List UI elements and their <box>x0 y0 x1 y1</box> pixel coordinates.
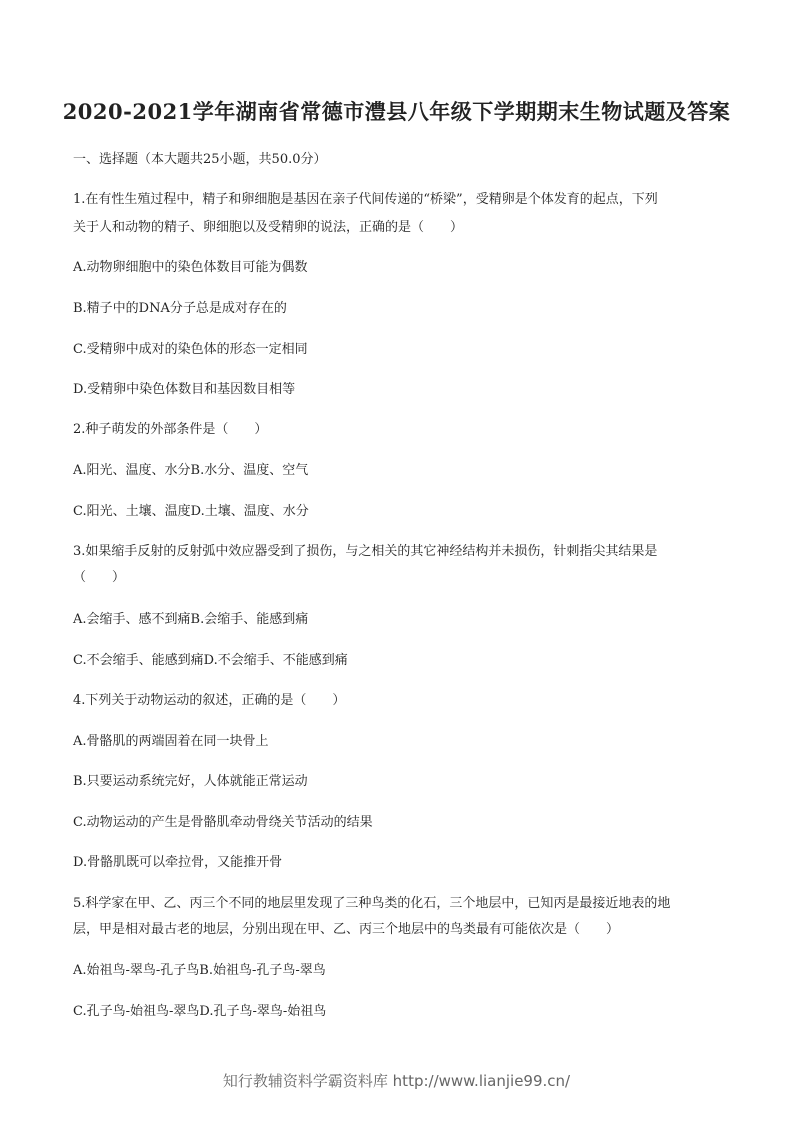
q2-options-cd: C.阳光、土壤、温度D.土壤、温度、水分 <box>73 504 309 519</box>
q4-option-d: D.骨骼肌既可以牵拉骨，又能推开骨 <box>73 855 283 870</box>
q4-stem: 4.下列关于动物运动的叙述，正确的是（ ） <box>73 693 346 708</box>
q3-options-cd: C.不会缩手、能感到痛D.不会缩手、不能感到痛 <box>73 653 348 668</box>
section-heading: 一、选择题（本大题共25小题，共50.0分） <box>73 152 327 167</box>
q3-stem-line1: 3.如果缩手反射的反射弧中效应器受到了损伤，与之相关的其它神经结构并未损伤，针刺指尖其结果是 <box>73 544 658 559</box>
q4-option-b: B.只要运动系统完好，人体就能正常运动 <box>73 774 308 789</box>
q5-stem-line2: 层，甲是相对最古老的地层，分别出现在甲、乙、丙三个地层中的鸟类最有可能依次是（ ） <box>73 922 620 937</box>
footer-watermark: 知行教辅资料学霸资料库 http://www.lianjie99.cn/ <box>222 1072 571 1090</box>
q2-stem: 2.种子萌发的外部条件是（ ） <box>73 422 268 437</box>
q4-option-c: C.动物运动的产生是骨骼肌牵动骨绕关节活动的结果 <box>73 815 373 830</box>
q1-stem-line2: 关于人和动物的精子、卵细胞以及受精卵的说法，正确的是（ ） <box>73 220 464 235</box>
q1-option-c: C.受精卵中成对的染色体的形态一定相同 <box>73 342 308 357</box>
q3-options-ab: A.会缩手、感不到痛B.会缩手、能感到痛 <box>73 612 309 627</box>
q5-options-cd: C.孔子鸟-始祖鸟-翠鸟D.孔子鸟-翠鸟-始祖鸟 <box>73 1004 327 1019</box>
page-title: 2020-2021学年湖南省常德市澧县八年级下学期期末生物试题及答案 <box>62 99 731 124</box>
q1-option-a: A.动物卵细胞中的染色体数目可能为偶数 <box>73 260 308 275</box>
q1-stem-line1: 1.在有性生殖过程中，精子和卵细胞是基因在亲子代间传递的“桥梁”，受精卵是个体发育的起点，下列 <box>73 192 658 207</box>
q4-option-a: A.骨骼肌的两端固着在同一块骨上 <box>73 734 269 749</box>
q2-options-ab: A.阳光、温度、水分B.水分、温度、空气 <box>73 463 309 478</box>
q5-options-ab: A.始祖鸟-翠鸟-孔子鸟B.始祖鸟-孔子鸟-翠鸟 <box>73 963 326 978</box>
q1-option-b: B.精子中的DNA分子总是成对存在的 <box>73 301 287 316</box>
q5-stem-line1: 5.科学家在甲、乙、丙三个不同的地层里发现了三种鸟类的化石，三个地层中，已知丙是最接近地表的地 <box>73 896 671 911</box>
q1-option-d: D.受精卵中染色体数目和基因数目相等 <box>73 382 296 397</box>
q3-stem-line2: （ ） <box>73 570 126 585</box>
